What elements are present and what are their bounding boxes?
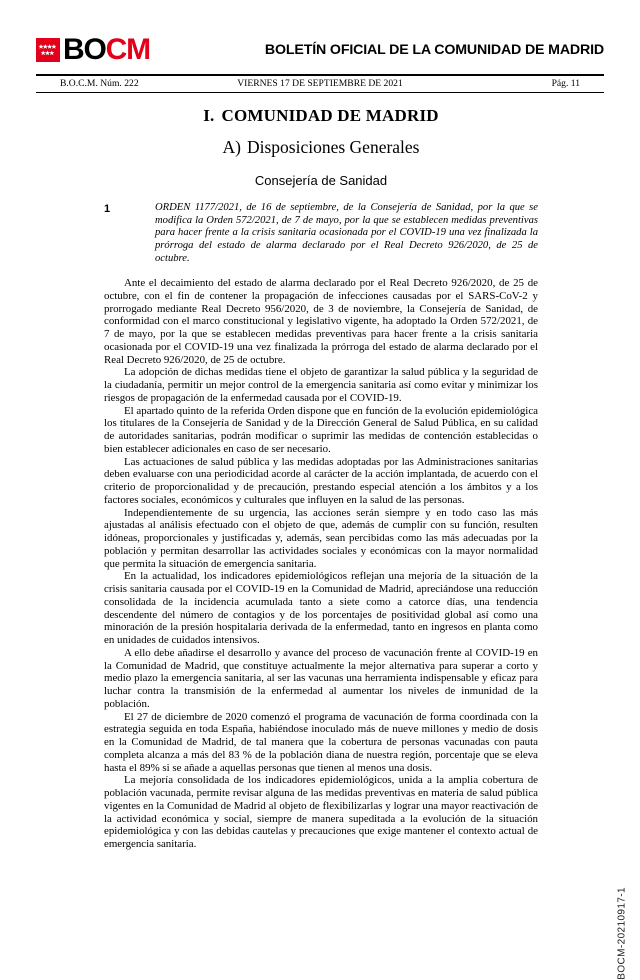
document-side-code: BOCM-20210917-1: [617, 887, 628, 980]
bocm-logo: [36, 35, 150, 65]
header-rule-top: [36, 74, 604, 76]
running-head: [36, 77, 604, 91]
running-head-issue: B.O.C.M. Núm. 222: [60, 78, 139, 89]
subsection-heading: [104, 137, 538, 158]
madrid-coat-of-arms-icon: [36, 38, 60, 62]
body-paragraph: A ello debe añadirse el desarrollo y avance del proceso de vacunación frente al COVID-19 en la Comunidad de Madrid, que constituye actualmente la mejor alternativa para superar a corto y medio plazo la emergencia sanitaria, al ser las vacunas una herramienta indispensable y eficaz para luchar contra la transmisión de la enfermedad al aumentar los niveles de inmunidad de la población.: [104, 646, 538, 710]
body-paragraph: Independientemente de su urgencia, las acciones serán siempre y en todo caso las más ajustadas al análisis efectuado con el objeto de que, además de cumplir con su función, resulten idóneas, proporcionales y justificadas y, además, sean percibidas como las más adecuadas por la población y permitan desarrollar las actividades sociales y económicas con la mayor normalidad que permita la situación de emergencia sanitaria.: [104, 506, 538, 570]
department-heading: Consejería de Sanidad: [254, 173, 388, 188]
body-paragraph: Ante el decaimiento del estado de alarma declarado por el Real Decreto 926/2020, de 25 de octubre, con el fin de contener la propagación de infecciones causadas por el SARS-CoV-2 y prorrogado mediante Real Decreto 956/2020, de 3 de noviembre, la Consejería de Sanidad, de conformidad con el marco constitucional y legislativo vigente, ha adoptado la Orden 572/2021, de 7 de mayo, por la que se establecen medidas preventivas para hacer frente a la crisis sanitaria ocasionada por el COVID-19 una vez finalizada la prórroga del estado de alarma declarado por el Real Decreto 926/2020, de 25 de octubre.: [104, 277, 538, 366]
header-rule-bottom: [36, 92, 604, 93]
body-paragraph: El apartado quinto de la referida Orden dispone que en función de la evolución epidemiológica los titulares de la Consejería de Sanidad y de la Dirección General de Salud Pública, en su calidad de autoridades sanitarias, podrán modificar o suprimir las medidas de contención establecidas o bien establecer adicionales en caso de ser necesario.: [104, 404, 538, 455]
logo-cm-text: CM: [105, 33, 150, 66]
logo-bo-text: BO: [63, 33, 106, 66]
bocm-wordmark: [63, 35, 150, 65]
running-head-page: Pág. 11: [551, 78, 580, 89]
masthead: [36, 33, 604, 67]
body-paragraph: La adopción de dichas medidas tiene el objeto de garantizar la salud pública y la seguridad de la ciudadanía, permitir un mejor control de la emergencia sanitaria así como evitar y minimizar los riesgos de propagación de la enfermedad causada por el COVID-19.: [104, 366, 538, 404]
section-numeral: I.: [203, 106, 215, 125]
section-heading: [104, 106, 538, 126]
body-paragraph: Las actuaciones de salud pública y las medidas adoptadas por las Administraciones sanitarias deben evaluarse con una periodicidad acorde al carácter de la acción implantada, de acuerdo con el criterio de proporcionalidad y de precaución, prestando especial atención a los ámbitos y a los factores sociales, económicos y culturales que influyen en la salud de las personas.: [104, 455, 538, 506]
masthead-title: BOLETÍN OFICIAL DE LA COMUNIDAD DE MADRID: [264, 42, 604, 58]
body-paragraph: En la actualidad, los indicadores epidemiológicos reflejan una mejoría de la situación de la crisis sanitaria causada por el COVID-19 en la Comunidad de Madrid, apreciándose una reducción consolidada de la incidencia acumulada tanto a siete como a catorce días, una tendencia descendente del número de contagios y de los porcentajes de positividad global así como una minoración de la presión hospitalaria derivada de la enfermedad, tanto en ingresos en planta como en unidades de cuidados intensivos.: [104, 570, 538, 646]
document-body: [104, 277, 538, 851]
subsection-letter: A): [222, 137, 241, 157]
order-entry: [104, 202, 538, 266]
section-title: COMUNIDAD DE MADRID: [221, 106, 439, 125]
order-summary: ORDEN 1177/2021, de 16 de septiembre, de la Consejería de Sanidad, por la que se modifica la Orden 572/2021, de 7 de mayo, por la que se establecen medidas preventivas para hacer frente a la crisis sanitaria ocasionada por el COVID-19 una vez finalizada la prórroga del estado de alarma declarado por el Real Decreto 926/2020, de 25 de octubre.: [155, 202, 538, 264]
running-head-date: VIERNES 17 DE SEPTIEMBRE DE 2021: [237, 78, 403, 89]
body-paragraph: El 27 de diciembre de 2020 comenzó el programa de vacunación de forma coordinada con la estrategia seguida en toda España, habiéndose inoculado más de nueve millones y medio de dosis en la Comunidad de Madrid, de tal manera que la cobertura de personas vacunadas con pauta completa alcanza a más del 83 % de la población diana de nuestra región, porcentaje que se eleva hasta el 89% si se añade a aquellas personas que tienen al menos una dosis.: [104, 710, 538, 774]
body-paragraph: La mejoría consolidada de los indicadores epidemiológicos, unida a la amplia cobertura de población vacunada, permite revisar alguna de las medidas preventivas en materia de salud pública vigentes en la Comunidad de Madrid al objeto de flexibilizarlas y lograr una mayor reactivación de la actividad económica y social, siempre de manera supeditada a la evolución de la situación epidemiológica y con las debidas cautelas y precauciones que exige mantener el contexto actual de emergencia sanitaria.: [104, 774, 538, 850]
subsection-title: Disposiciones Generales: [246, 137, 420, 157]
order-number: 1: [104, 203, 111, 215]
